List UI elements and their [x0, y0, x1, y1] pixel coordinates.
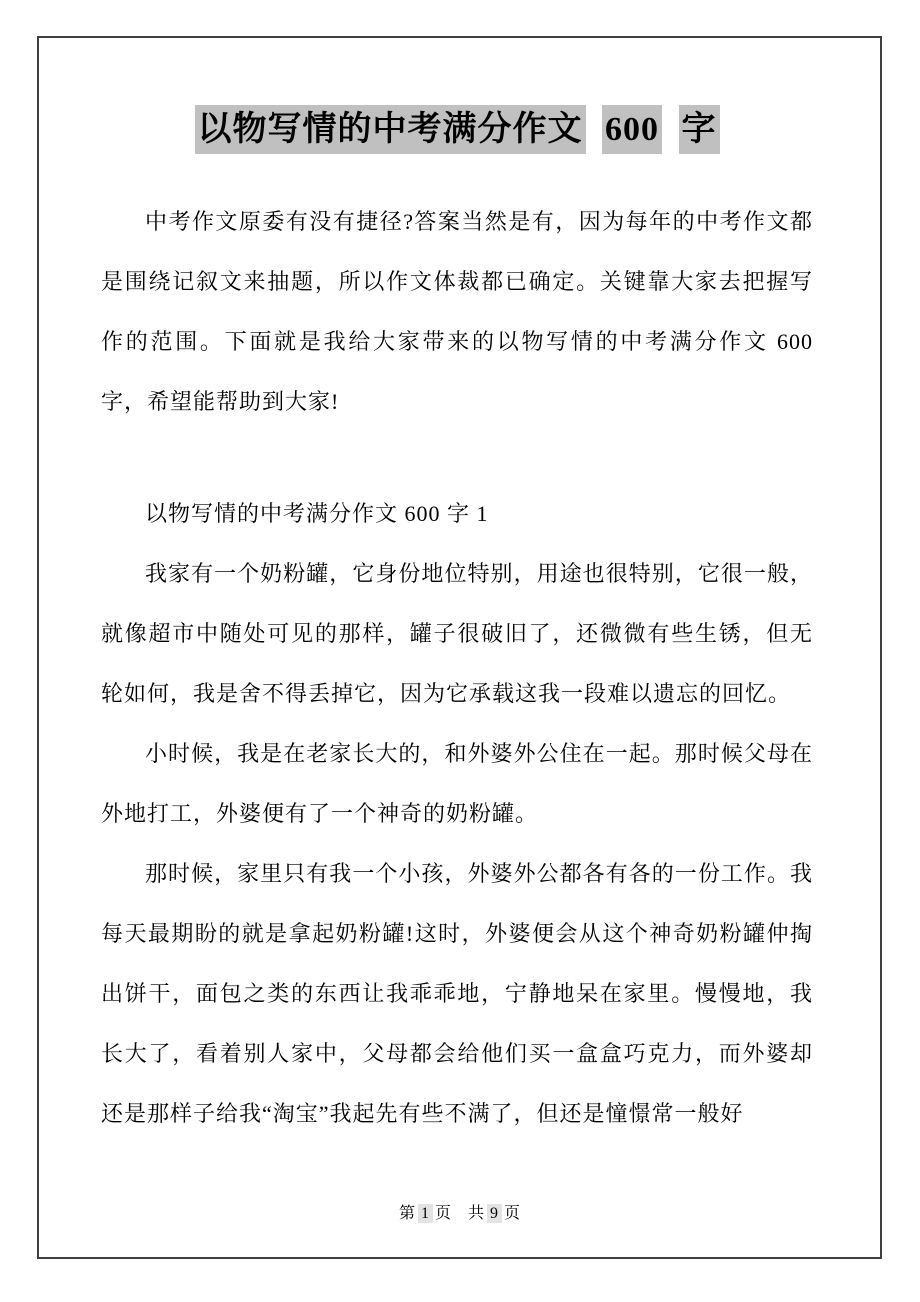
title-highlighted-text: 以物写情的中考满分作文 [195, 105, 586, 154]
footer-total-number-field: 9 [487, 1204, 502, 1223]
title-highlighted-number: 600 [602, 105, 662, 154]
intro-paragraph: 中考作文原委有没有捷径?答案当然是有，因为每年的中考作文都是围绕记叙文来抽题，所以作文体裁都已确定。关键靠大家去把握写作的范围。下面就是我给大家带来的以物写情的中考满分作文 600 字，希望能帮助到大家! [101, 209, 813, 414]
section-heading: 以物写情的中考满分作文 600 字 1 [145, 501, 489, 526]
body-paragraph: 那时候，家里只有我一个小孩，外婆外公都各有各的一份工作。我每天最期盼的就是拿起奶粉罐!这时，外婆便会从这个神奇奶粉罐仲掏出饼干，面包之类的东西让我乖乖地，宁静地呆在家里。慢慢地，我长大了，看着别人家中，父母都会给他们买一盒盒巧克力，而外婆却还是那样子给我“淘宝”我起先有些不满了，但还是憧憬常一般好 [101, 861, 813, 1126]
footer-total-prefix: 共 [468, 1205, 486, 1222]
footer-page-prefix: 第 [398, 1205, 416, 1222]
footer-page-unit: 页 [434, 1205, 452, 1222]
footer-page-number-field: 1 [418, 1204, 433, 1223]
document-title [101, 100, 813, 160]
document-content [101, 100, 813, 1144]
title-highlighted-suffix: 字 [679, 105, 720, 154]
footer-total-unit: 页 [504, 1205, 522, 1222]
page-footer [0, 1202, 920, 1226]
body-paragraph: 我家有一个奶粉罐，它身份地位特别，用途也很特别，它很一般，就像超市中随处可见的那样，罐子很破旧了，还微微有些生锈，但无轮如何，我是舍不得丢掉它，因为它承载这我一段难以遗忘的回忆。 [101, 561, 813, 706]
body-paragraph: 小时候，我是在老家长大的，和外婆外公住在一起。那时候父母在外地打工，外婆便有了一个神奇的奶粉罐。 [101, 741, 813, 826]
